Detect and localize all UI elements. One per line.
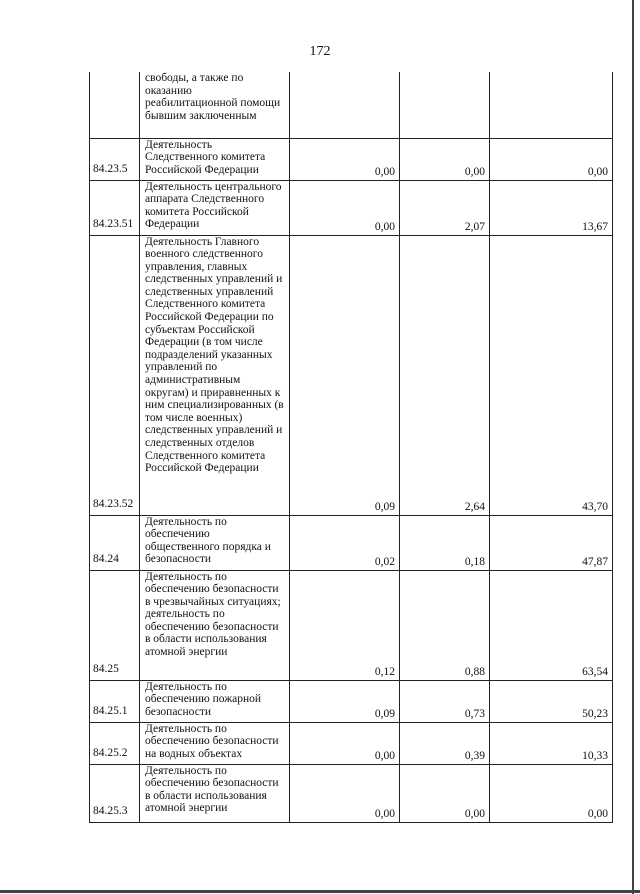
row-code: 84.23.52 bbox=[90, 235, 140, 515]
row-value-2: 2,64 bbox=[400, 235, 490, 515]
row-code: 84.24 bbox=[90, 515, 140, 570]
table-row bbox=[90, 680, 613, 722]
table-row bbox=[90, 138, 613, 180]
table-row bbox=[90, 515, 613, 570]
row-value-2: 0,88 bbox=[400, 570, 490, 680]
row-value-1: 0,00 bbox=[290, 138, 400, 180]
table-row bbox=[90, 72, 613, 138]
row-value-3: 63,54 bbox=[490, 570, 613, 680]
page-number: 172 bbox=[309, 44, 331, 59]
okved-table bbox=[89, 72, 613, 823]
row-value-1 bbox=[290, 72, 400, 138]
row-code: 84.25.3 bbox=[90, 764, 140, 822]
row-value-3: 0,00 bbox=[490, 764, 613, 822]
row-value-1: 0,00 bbox=[290, 764, 400, 822]
row-description: Деятельность Следственного комитета Российской Федерации bbox=[140, 138, 290, 180]
table-row bbox=[90, 235, 613, 515]
row-value-2: 0,00 bbox=[400, 138, 490, 180]
table-row bbox=[90, 180, 613, 235]
row-value-2: 0,18 bbox=[400, 515, 490, 570]
row-value-2: 2,07 bbox=[400, 180, 490, 235]
okved-table-container bbox=[89, 72, 612, 822]
row-value-1: 0,00 bbox=[290, 722, 400, 764]
row-code: 84.23.5 bbox=[90, 138, 140, 180]
row-code bbox=[90, 72, 140, 138]
row-description: Деятельность по обеспечению общественного порядка и безопасности bbox=[140, 515, 290, 570]
scan-edge-bottom bbox=[0, 890, 640, 893]
row-value-3: 13,67 bbox=[490, 180, 613, 235]
row-value-3: 0,00 bbox=[490, 138, 613, 180]
table-row bbox=[90, 570, 613, 680]
row-value-1: 0,02 bbox=[290, 515, 400, 570]
row-value-1: 0,09 bbox=[290, 235, 400, 515]
row-code: 84.25.2 bbox=[90, 722, 140, 764]
row-value-1: 0,00 bbox=[290, 180, 400, 235]
row-code: 84.23.51 bbox=[90, 180, 140, 235]
row-description: Деятельность центрального аппарата Следственного комитета Российской Федерации bbox=[140, 180, 290, 235]
row-value-2 bbox=[400, 72, 490, 138]
row-description: свободы, а также по оказанию реабилитационной помощи бывшим заключенным bbox=[140, 72, 290, 138]
row-value-3: 50,23 bbox=[490, 680, 613, 722]
row-value-2: 0,00 bbox=[400, 764, 490, 822]
row-description: Деятельность Главного военного следственного управления, главных следственных управлений и следственных управлений Следственного комитета Российской Федерации по субъектам Российской Федерации (в том числе подразделений указанных управлений по административным округам) и приравненных к ним специализированных (в том числе военных) следственных управлений и следственных отделов Следственного комитета Российской Федерации bbox=[140, 235, 290, 515]
row-description: Деятельность по обеспечению безопасности в области использования атомной энергии bbox=[140, 764, 290, 822]
row-value-3: 43,70 bbox=[490, 235, 613, 515]
row-description: Деятельность по обеспечению безопасности в чрезвычайных ситуациях; деятельность по обеспечению безопасности в области использования атомной энергии bbox=[140, 570, 290, 680]
row-value-3: 10,33 bbox=[490, 722, 613, 764]
row-description: Деятельность по обеспечению безопасности на водных объектах bbox=[140, 722, 290, 764]
row-value-2: 0,39 bbox=[400, 722, 490, 764]
row-value-1: 0,09 bbox=[290, 680, 400, 722]
row-value-3 bbox=[490, 72, 613, 138]
row-description: Деятельность по обеспечению пожарной безопасности bbox=[140, 680, 290, 722]
row-value-3: 47,87 bbox=[490, 515, 613, 570]
row-code: 84.25 bbox=[90, 570, 140, 680]
scan-edge-right bbox=[632, 0, 634, 894]
table-row bbox=[90, 722, 613, 764]
table-row bbox=[90, 764, 613, 822]
row-value-2: 0,73 bbox=[400, 680, 490, 722]
row-code: 84.25.1 bbox=[90, 680, 140, 722]
row-value-1: 0,12 bbox=[290, 570, 400, 680]
